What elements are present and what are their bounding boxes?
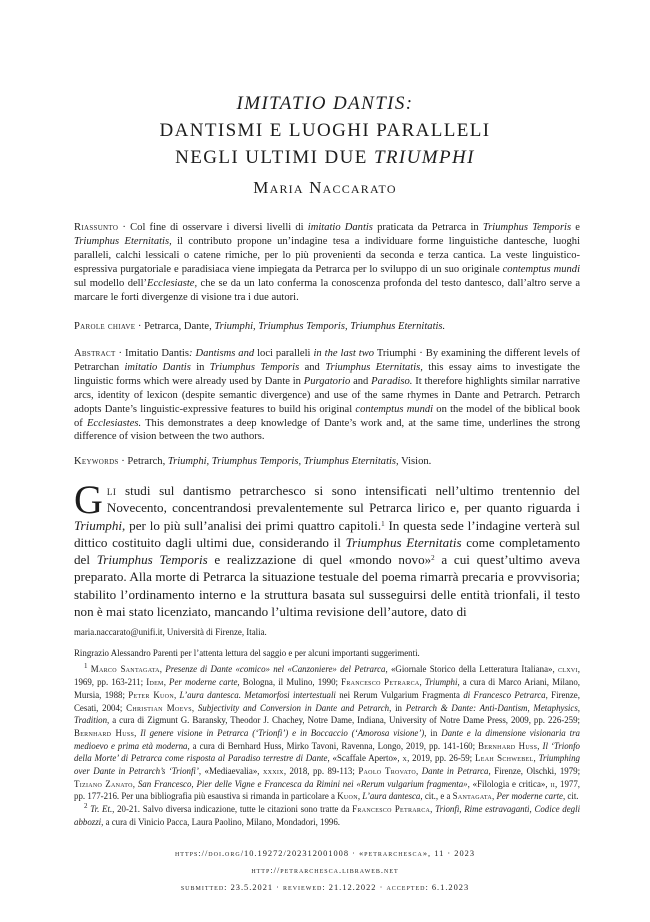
doi-line[interactable]: https://doi.org/10.19272/202312001008 · «petrarchesca», 11 · 2023 [174, 849, 476, 858]
submission-dates: submitted: 23.5.2021 · reviewed: 21.12.2022 · accepted: 6.1.2023 [180, 883, 470, 892]
footnote-1: $^1$ Marco Santagata, Presenze di Dante «comico» nel «Canzoniere» del Petrarca, «Giornale Storico della Letteratura Italiana», clxvi, 1969, pp. 163-211; Idem, Per moderne carte, Bologna, il Mulino, 1990; Francesco Petrarca, Triumphi, a cura di Marco Ariani, Milano, Mursia, 1988; Peter Kuon, L’aura dantesca. Metamorfosi intertestuali nei Rerum Vulgarium Fragmenta di Francesco Petrarca, Firenze, Cesati, 2004; Christian Moevs, Subjectivity and Conversion in Dante and Petrarch, in Petrarch & Dante: Anti-Dantism, Metaphysics, Tradition, a cura di Zigmunt G. Baransky, Theodor J. Chachey, Notre Dame, Indiana, University of Notre Dame Press, 2009, pp. 226-259; Bernhard Huss, Il genere visione in Petrarca (‘Trionfi’) e in Boccaccio (‘Amorosa visione’), in Dante e la dimensione visionaria tra medioevo e prima età moderna, a cura di Bernhard Huss, Mirko Tavoni, Ravenna, Longo, 2019, pp. 141-160; Bernhard Huss, Il ‘Trionfo della Morte’ di Petrarca come risposta al Paradiso terrestre di Dante, «Scaffale Aperto», x, 2019, pp. 26-59; Leah Schwebel, Triumphing over Dante in Petrarch’s ‘Trionfi’, «Mediaevalia», xxxix, 2018, pp. 89-113; Paolo Trovato, Dante in Petrarca, Firenze, Olschki, 1979; Tiziano Zanato, San Francesco, Pier delle Vigne e Francesca da Rimini nei «Rerum vulgarium fragmenta», «Filologia e critica», ii, 1977, pp. 177-216. Per una bibliografia più esaustiva si rimanda in particolare a Kuon, L’aura dantesca, cit., e a Santagata, Per moderne carte, cit. [74, 662, 581, 802]
title-line-2: DANTISMI E LUOGHI PARALLELI [159, 120, 491, 141]
acknowledgment: Ringrazio Alessandro Parenti per l’attenta lettura del saggio e per alcuni importanti suggerimenti. [74, 647, 420, 658]
footnote-ref-2[interactable]: 2 [431, 554, 435, 563]
title-line-1: IMITATIO DANTIS: [236, 93, 414, 114]
title-line-3: NEGLI ULTIMI DUE TRIUMPHI [175, 147, 475, 168]
parole-chiave-label: Parole chiave [74, 321, 136, 332]
body-text: Gli studi sul dantismo petrarchesco si sono intensificati nell’ultimo trentennio del Novecento, concentrandosi prevalentemente sul Petrarca lirico e, per quanto riguarda i Triumphi, per lo più sull’analisi dei primi quattro capitoli.$^1$ In questa sede l’indagine verterà sul dittico costituito dagli ultimi due, considerando il Triumphus Eternitatis come completamento del Triumphus Temporis e realizzazione di quel «mondo novo»$^2$ a cui quest’ultimo aveva preparato. Alla morte di Petrarca la situazione testuale del poema rimarrà precaria e provvisoria; stabilito l’ordinamento interno e la struttura basata sul susseguirsi delle entità trionfali, il testo non è mai stato licenziato, mancando l’ultima revisione dell’autore, dato di [74, 477, 581, 620]
footnote-2: $^2$ Tr. Et., 20-21. Salvo diversa indicazione, tutte le citazioni sono tratte da Francesco Petrarca, Trionfi, Rime estravaganti, Codice degli abbozzi, a cura di Vinicio Pacca, Laura Paolino, Milano, Mondadori, 1996. [74, 802, 581, 827]
journal-url[interactable]: http://petrarchesca.libraweb.net [251, 866, 399, 875]
author-affiliation: maria.naccarato@unifi.it, Università di Firenze, Italia. [74, 627, 267, 637]
riassunto-label: Riassunto [74, 222, 119, 233]
author-name: Maria Naccarato [253, 178, 397, 197]
drop-cap: G [74, 477, 103, 522]
abstract: Abstract · Imitatio Dantis: Dantisms and loci paralleli in the last two Triumphi · By examining the different levels of Petrarchan imitatio Dantis in Triumphus Temporis and Triumphus Eternitatis, this essay aims to investigate the linguistic forms which were already used by Dante in Purgatorio and Paradiso. It therefore highlights similar narrative arcs, identity of lexicon (despite semantic divergence) and use of the same rhymes in Dante and Petrarch. Petrarch adopts Dante’s linguistic-expressive features to build his original contemptus mundi on the model of the biblical book of Ecclesiastes. This demonstrates a deep knowledge of Dante’s work and, at the same time, underlines the strong difference of vision between the two authors. [74, 348, 580, 443]
parole-chiave: Parole chiave · Petrarca, Dante, Triumphi, Triumphus Temporis, Triumphus Eternitatis. [74, 321, 446, 332]
footnote-ref-1[interactable]: 1 [381, 519, 385, 528]
keywords-label: Keywords [74, 456, 119, 467]
riassunto: Riassunto · Col fine di osservare i diversi livelli di imitatio Dantis praticata da Petrarca in Triumphus Temporis e Triumphus Eternitatis, il contributo propone un’indagine tesa a individuare forme linguistiche dantesche, luoghi paralleli, calchi lessicali o catene rimiche, per lo più provenienti da seconda e terza cantica. La veste linguistico-espressiva purgatoriale e paradisiaca viene impiegata da Petrarca per lo sviluppo di un suo originale contemptus mundi sul modello dell’Ecclesiaste, che se da un lato conferma la conoscenza profonda del testo dantesco, dall’altro serve a marcare le forti divergenze di visione tra i due autori. [74, 222, 581, 303]
footnotes [74, 626, 580, 829]
keywords: Keywords · Petrarch, Triumphi, Triumphus Temporis, Triumphus Eternitatis, Vision. [74, 456, 432, 467]
abstract-label: Abstract [74, 348, 116, 359]
